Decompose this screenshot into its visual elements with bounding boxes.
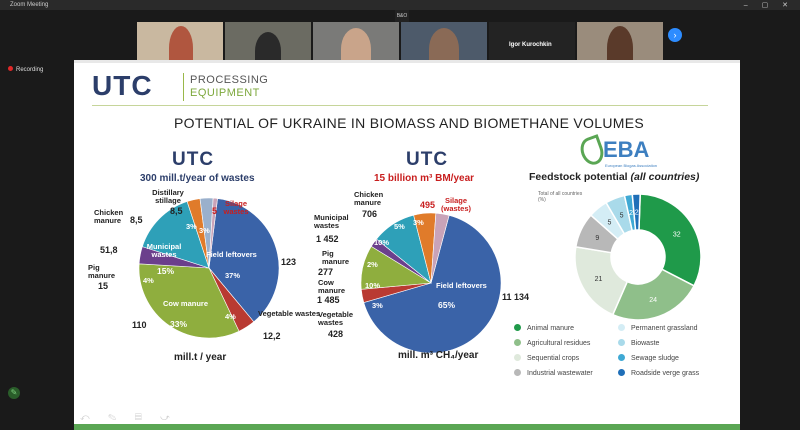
legend-label: Biowaste <box>631 340 660 347</box>
slice-percent: 37% <box>225 271 241 280</box>
slice-value: 1 452 <box>316 234 339 244</box>
middle-chart-unit: mill. m³ CH₄/year <box>398 350 479 361</box>
feedstock-donut-value-label: 5 <box>619 212 624 220</box>
slide-bottom-strip <box>74 424 740 430</box>
legend-item <box>514 354 579 362</box>
feedstock-donut-value-label: 2 <box>629 210 634 218</box>
slice-value: 706 <box>362 209 378 219</box>
slice-value: 11 134 <box>502 292 530 302</box>
slice-label: Pig manure <box>88 263 116 280</box>
middle-utc-logo: UTC <box>406 149 449 170</box>
legend-label: Roadside verge grass <box>631 370 700 377</box>
slice-percent: 4% <box>143 276 154 285</box>
slice-value: 8,5 <box>130 215 143 225</box>
slice-label: Silage (wastes) <box>440 196 471 213</box>
slice-value: 8,5 <box>170 206 183 216</box>
legend-item <box>618 339 659 347</box>
feedstock-subtitle <box>538 191 582 203</box>
slice-value: 1 485 <box>317 295 340 305</box>
feedstock-donut-value-label: 24 <box>649 296 657 304</box>
shared-slide <box>74 60 740 430</box>
middle-chart-heading: 15 billion m³ BM/year <box>374 173 475 184</box>
next-participants-button[interactable]: › <box>668 28 682 42</box>
slice-percent: 33% <box>170 319 188 329</box>
slice-percent: 2% <box>367 260 378 269</box>
legend-label: Sewage sludge <box>631 355 679 362</box>
slice-label: Distillary stillage <box>152 188 184 205</box>
feedstock-donut-value-label: 32 <box>672 231 681 239</box>
feedstock-donut-value-label: 21 <box>594 276 603 284</box>
slice-value: 277 <box>318 267 334 277</box>
window-controls[interactable]: – ▢ ✕ <box>743 2 794 9</box>
slice-value: 110 <box>132 320 147 330</box>
slice-percent: 3% <box>413 218 424 227</box>
slice-value: 51,8 <box>100 245 118 255</box>
slice-label: Pig manure <box>322 249 350 266</box>
logo-line2: EQUIPMENT <box>190 87 260 99</box>
slice-value: 123 <box>281 257 297 267</box>
slice-label: Municipal wastes <box>314 213 349 230</box>
legend-item <box>618 324 698 332</box>
slice-percent: 3% <box>186 222 197 231</box>
recording-dot-icon <box>8 66 13 71</box>
legend-swatch <box>618 339 625 346</box>
slice-value: 495 <box>420 200 436 210</box>
slice-value: 12,2 <box>263 331 281 341</box>
feedstock-donut-slice <box>639 194 701 286</box>
eba-logo-text: EBA <box>603 137 650 162</box>
slice-value: 5 <box>212 206 218 216</box>
recording-label: Recording <box>16 67 44 73</box>
utc-logo: UTC <box>92 70 153 101</box>
slice-label: Silage wastes <box>223 199 249 216</box>
participant-name-large: Igor Kurochkin <box>509 42 552 48</box>
legend-label: Agricultural residues <box>527 340 591 347</box>
microphone-icon[interactable]: ✎ <box>8 387 20 399</box>
recording-indicator <box>8 66 43 73</box>
slice-label: Chicken manure <box>94 208 124 225</box>
legend-item <box>514 324 574 332</box>
slide-toolbar[interactable]: ⤺ ✎ ▤ ⤻ <box>80 412 178 422</box>
slice-percent: 5% <box>394 222 405 231</box>
legend-item <box>514 369 593 377</box>
logo-line1: PROCESSING <box>190 74 269 86</box>
slide-title: POTENTIAL OF UKRAINE IN BIOMASS AND BIOMETHANE VOLUMES <box>174 115 644 131</box>
eba-logo-small: European Biogas Association <box>605 163 658 168</box>
legend-swatch <box>514 354 521 361</box>
slice-label: Vegetable wastes <box>318 310 354 327</box>
center-logo: B&O <box>395 10 409 22</box>
legend-swatch <box>618 324 625 331</box>
slice-label: Municipal wastes <box>146 242 182 259</box>
feedstock-title-italic: (all countries) <box>630 171 700 183</box>
slice-label: Cow manure <box>318 278 346 295</box>
legend-item <box>514 339 590 347</box>
slice-percent: 3% <box>199 226 210 235</box>
feedstock-donut-value-label: 9 <box>595 235 600 243</box>
feedstock-title-prefix: Feedstock potential <box>529 171 631 183</box>
slice-percent: 4% <box>225 312 236 321</box>
feedstock-subtitle-line2: (%) <box>538 197 546 203</box>
legend-label: Sequential crops <box>527 355 580 362</box>
slice-label: Field leftovers <box>436 281 487 290</box>
slice-value: 15 <box>98 281 109 291</box>
legend-label: Permanent grassland <box>631 325 698 332</box>
legend-item <box>618 369 699 377</box>
legend-label: Animal manure <box>527 325 575 332</box>
feedstock-donut-value-label: 2 <box>634 209 639 217</box>
legend-item <box>618 354 679 362</box>
slice-percent: 3% <box>372 301 383 310</box>
window-title: Zoom Meeting <box>10 2 49 8</box>
slice-label: Vegetable wastes <box>258 309 321 318</box>
left-chart-unit: mill.t / year <box>174 352 227 363</box>
window-titlebar <box>0 0 800 10</box>
feedstock-title <box>529 171 699 183</box>
slice-percent: 10% <box>374 238 390 247</box>
left-utc-logo: UTC <box>172 149 215 170</box>
left-chart-heading: 300 mill.t/year of wastes <box>140 173 255 184</box>
slice-percent: 65% <box>438 300 456 310</box>
slice-value: 428 <box>328 329 344 339</box>
feedstock-subtitle-line1: Total of all countries <box>538 191 583 197</box>
slice-percent: 15% <box>157 266 175 276</box>
slice-label: Chicken manure <box>354 190 384 207</box>
legend-swatch <box>514 369 521 376</box>
legend-label: Industrial wastewater <box>527 370 593 377</box>
legend-swatch <box>514 339 521 346</box>
slice-label: Cow manure <box>163 299 209 308</box>
legend-swatch <box>514 324 521 331</box>
slice-percent: 10% <box>365 281 381 290</box>
slice-label: Field leftovers <box>206 250 257 259</box>
feedstock-donut-value-label: 5 <box>607 219 612 227</box>
legend-swatch <box>618 354 625 361</box>
legend-swatch <box>618 369 625 376</box>
